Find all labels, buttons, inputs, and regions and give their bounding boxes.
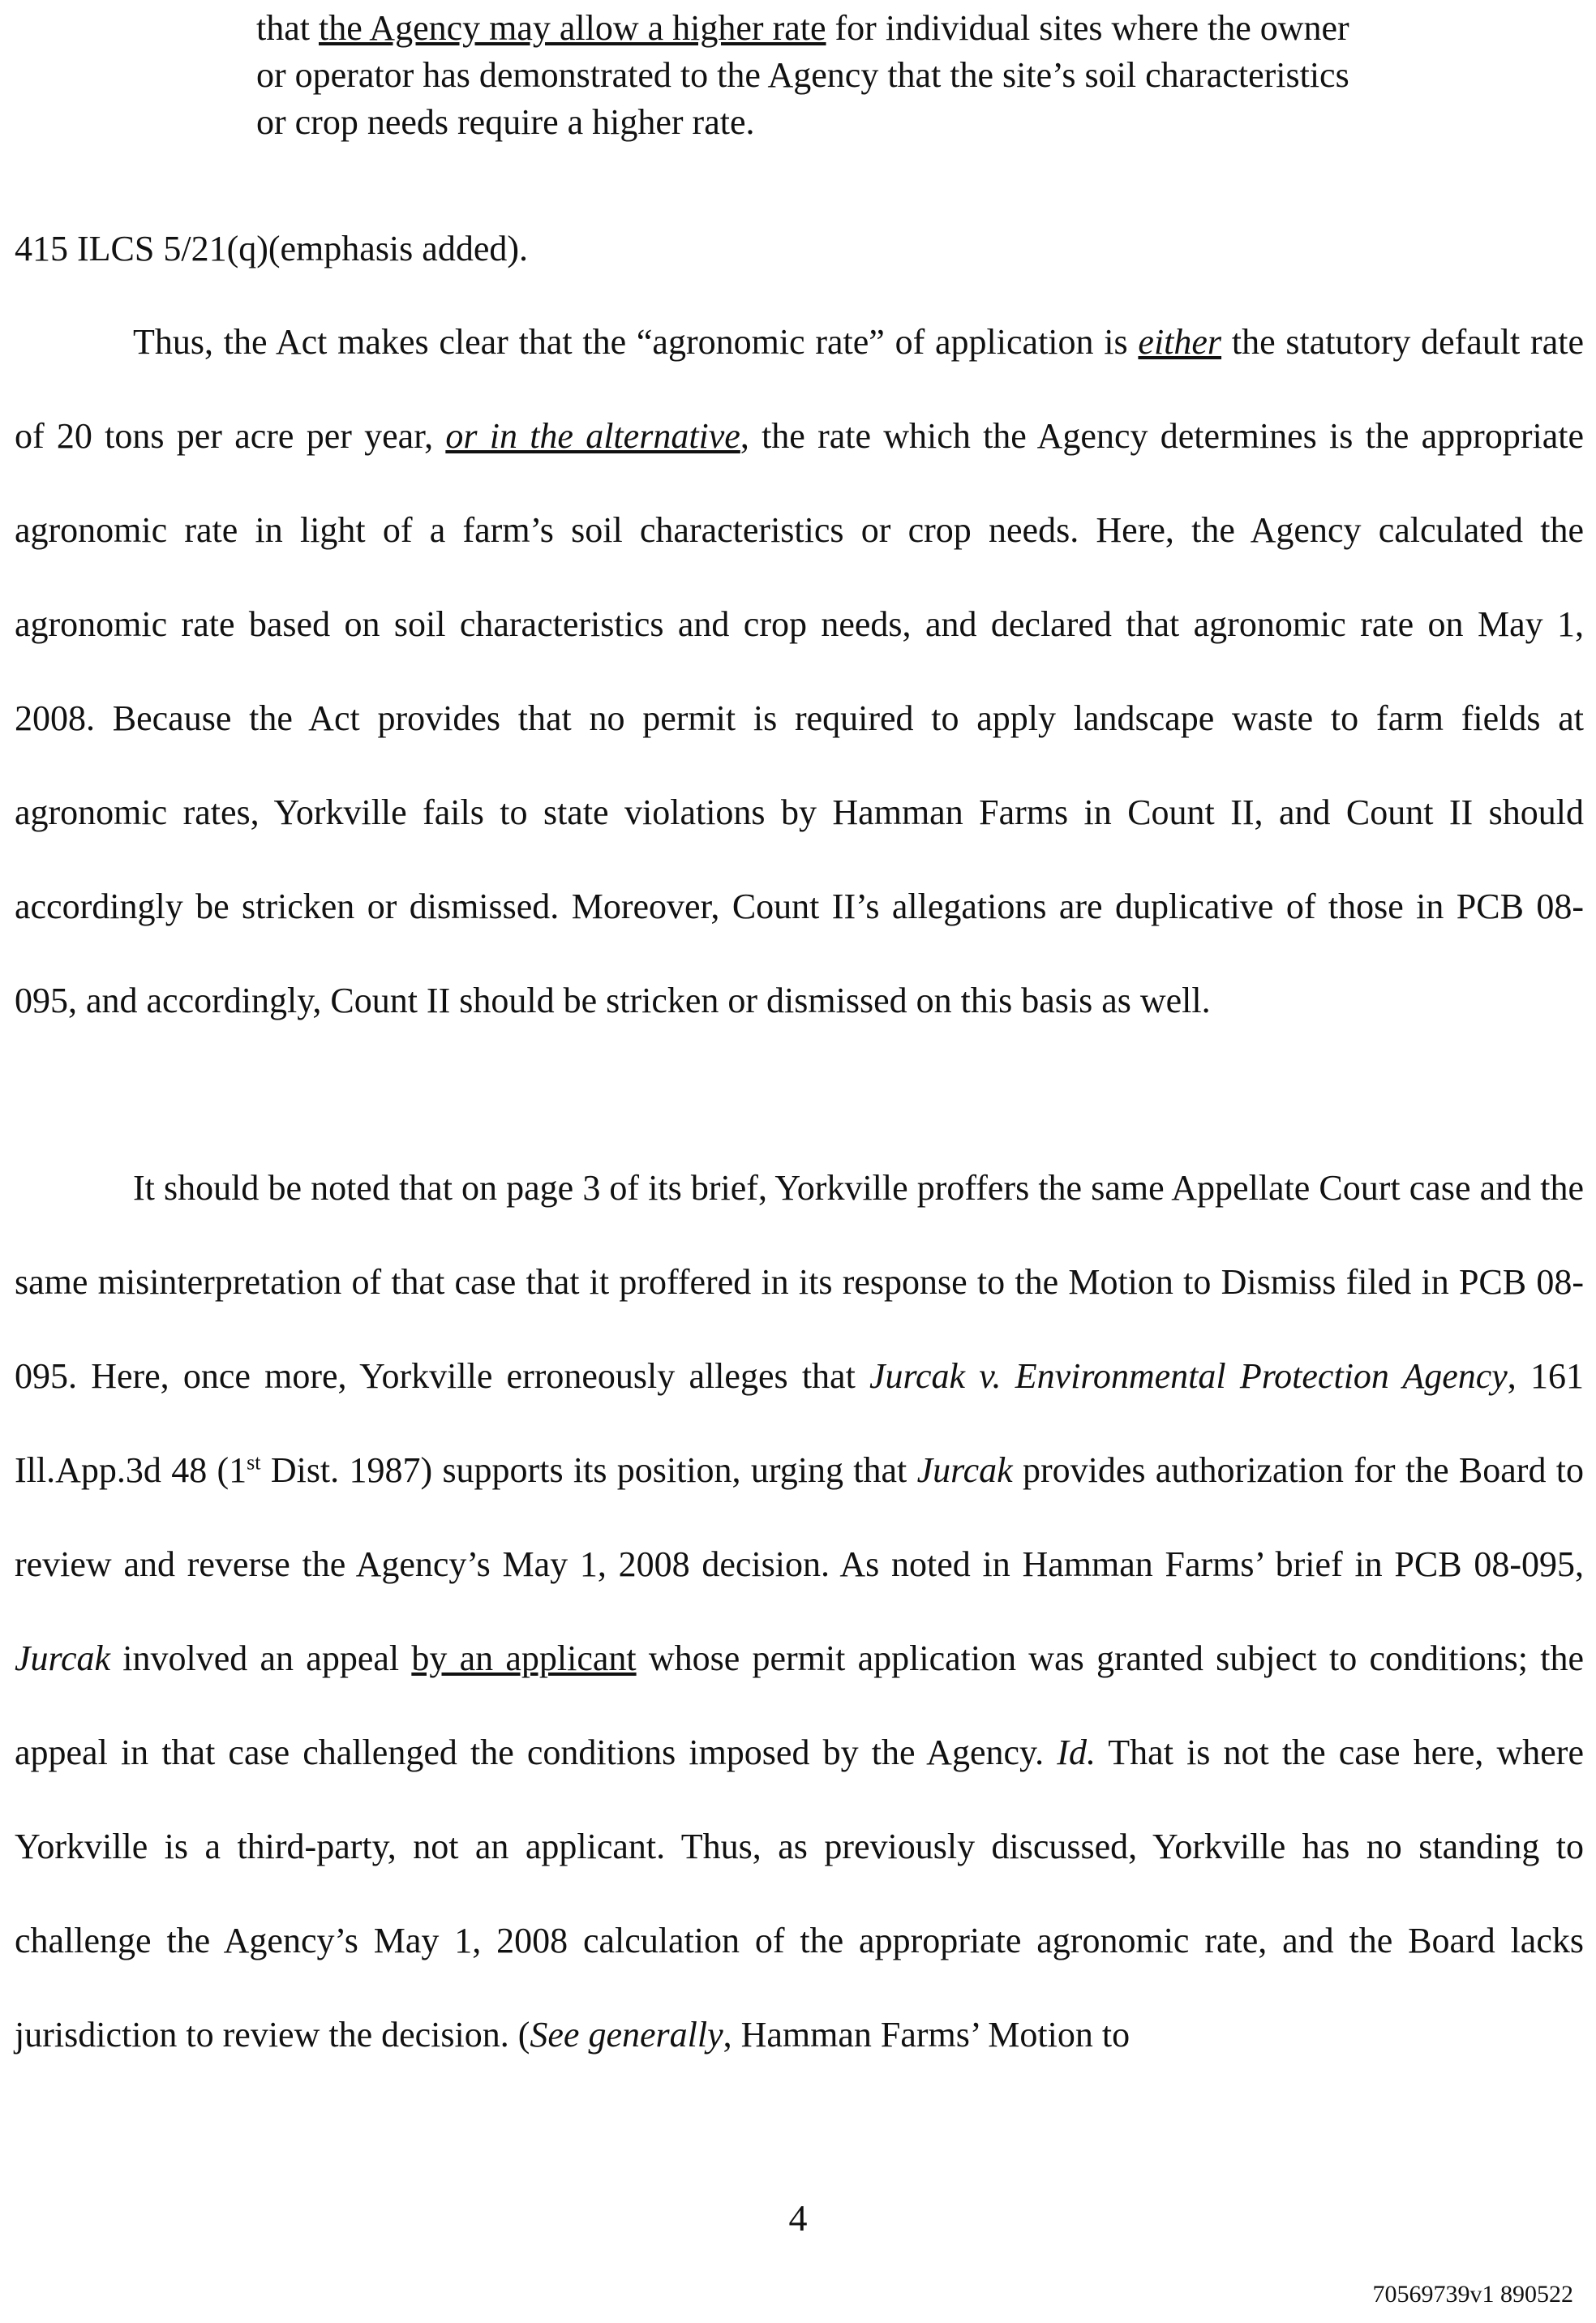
para1-text-3: , the rate which the Agency determines is the appropriate agronomic rate in light of a farm’s soil characteristics or crop needs. Here, the Agency calculated the agronomic rate based on soil characteristics and crop needs, and declared that agronomic rate on May 1, 2008. Because the Act provides that no permit is required to apply landscape waste to farm fields at agronomic rates, Yorkville fails to state violations by Hamman Farms in Count II, and Count II should accordingly be stricken or dismissed. Moreover, Count II’s allegations are duplicative of those in PCB 08-095, and accordingly, Count II should be stricken or dismissed on this basis as well. [15,416,1584,1020]
by-an-applicant-underlined: by an applicant [411,1638,637,1678]
id-citation-italic: Id. [1057,1733,1096,1772]
statute-citation: 415 ILCS 5/21(q)(emphasis added). [15,229,528,268]
para1-text-1: Thus, the Act makes clear that the “agronomic rate” of application is [133,322,1139,362]
see-generally-italic: See generally [530,2015,723,2055]
para2-text-3: Dist. 1987) supports its position, urging that [260,1450,917,1490]
para2-text-1: It should be noted that on page 3 of its brief, Yorkville proffers the same Appellate Court case and the same misinterpretation of that case that it proffered in its response to the Motion to Dismiss filed in PCB 08-095. Here, once more, Yorkville erroneously alleges that [15,1168,1584,1396]
jurcak-italic-1: Jurcak [916,1450,1013,1490]
para1-either-emphasis: either [1138,322,1222,362]
para2-text-8: , Hamman Farms’ Motion to [723,2015,1130,2055]
paragraph-agronomic-rate [15,295,1584,1048]
para2-text-7: That is not the case here, where Yorkville is a third-party, not an applicant. Thus, as previously discussed, Yorkville has no standing to challenge the Agency’s May 1, 2008 calculation of the appropriate agronomic rate, and the Board lacks jurisdiction to review the decision. ( [15,1733,1584,2055]
quote-emphasis-underlined: the Agency may allow a higher rate [318,8,826,48]
page-number: 4 [788,2197,808,2239]
jurcak-italic-2: Jurcak [15,1638,111,1678]
para1-text-2: the statutory default rate of 20 tons per acre per year, [15,322,1584,456]
ordinal-superscript: st [247,1450,261,1475]
para2-text-2: , 161 Ill.App.3d 48 (1 [15,1356,1584,1490]
para2-text-6: whose permit application was granted subject to conditions; the appeal in that case challenged the conditions imposed by the Agency. [15,1638,1585,1772]
para2-text-4: provides authorization for the Board to review and reverse the Agency’s May 1, 2008 decision. As noted in Hamman Farms’ brief in PCB 08-095, [15,1450,1584,1584]
quote-text-end: for individual sites where the owner or operator has demonstrated to the Agency that the site’s soil characteristics or crop needs require a higher rate. [256,8,1349,142]
document-id-footer: 70569739v1 890522 [1372,2281,1573,2308]
quote-text-start: that [256,8,319,48]
statute-block-quote [256,5,1351,146]
paragraph-jurcak-case [15,1141,1584,2082]
para2-text-5: involved an appeal [110,1638,412,1678]
para1-alternative-emphasis: or in the alternative [445,416,740,456]
case-name-italic: Jurcak v. Environmental Protection Agency [869,1356,1508,1396]
